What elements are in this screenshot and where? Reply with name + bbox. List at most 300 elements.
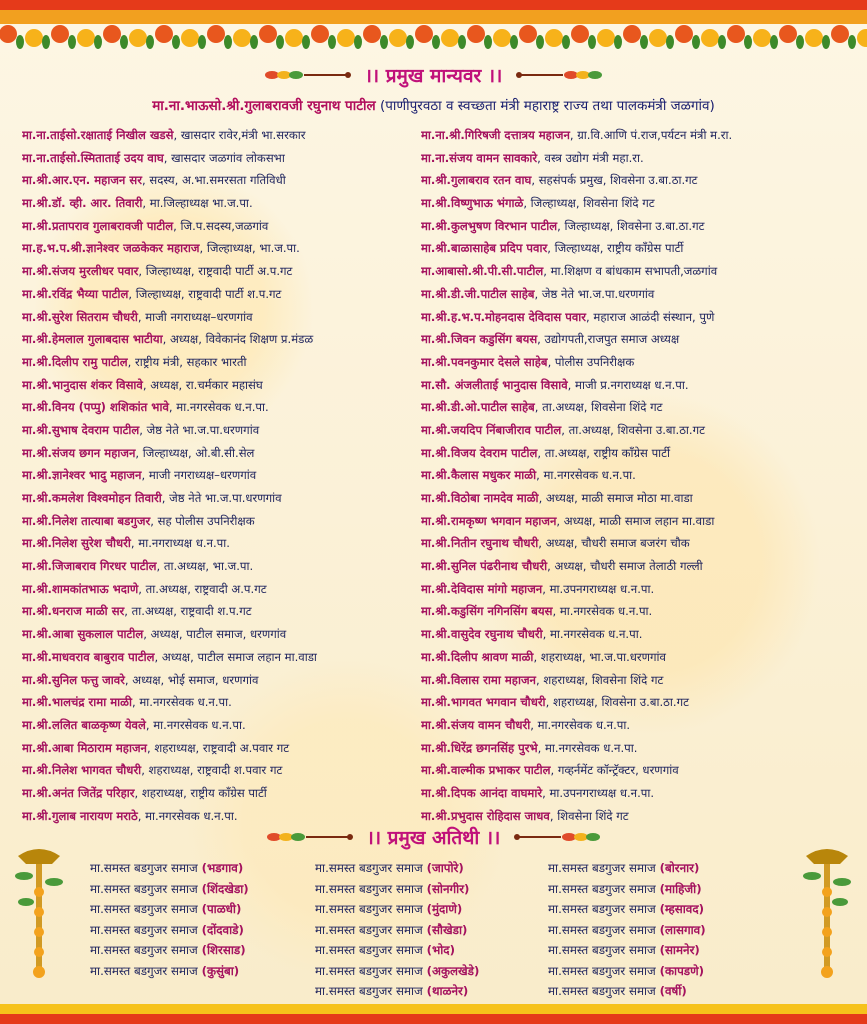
dignitary-designation: , मा.नगरसेवक ध.न.पा. (168, 400, 269, 415)
dignitary-row (22, 260, 442, 283)
dignitary-designation: , मा.नगराध्यक्ष ध.न.पा. (130, 536, 230, 551)
dignitary-designation: , ता.अध्यक्ष, शिवसेना उ.बा.ठा.गट (561, 422, 705, 437)
dignitary-name: मा.ह.भ.प.श्री.ज्ञानेश्वर जळकेकर महाराज (22, 241, 200, 256)
dignitary-row (421, 532, 841, 555)
leaf (770, 35, 778, 49)
dignitary-row (421, 487, 841, 510)
dignitary-name: मा.श्री.जयदिप निंबाजीराव पाटील (421, 422, 562, 437)
dignitary-designation: , माजी प्र.नगराध्यक्ष ध.न.पा. (567, 377, 689, 392)
dignitary-name: मा.श्री.अनंत जितेंद्र परिहार (22, 785, 135, 800)
marigold-flower (77, 29, 95, 47)
dignitary-designation: , अध्यक्ष, रा.चर्मकार महासंघ (142, 377, 263, 392)
dignitary-name: मा.श्री.सुरेश सितराम चौधरी (22, 309, 138, 324)
marigold-flower (25, 29, 43, 47)
leaf (224, 35, 232, 49)
marigold-flower (389, 29, 407, 47)
leaf (796, 35, 804, 49)
dignitary-name: मा.श्री.धिरेंद्र छगनसिंह पुरभे (421, 740, 538, 755)
marigold-flower (701, 29, 719, 47)
dignitary-row (22, 759, 442, 782)
leaf (666, 35, 674, 49)
dignitary-designation: , जेष्ठ नेते भा.ज.पा.धरणगांव (161, 491, 282, 505)
leaf (172, 35, 180, 49)
dignitary-designation: , मा.जिल्हाध्यक्ष भा.ज.पा. (142, 196, 253, 211)
dignitary-designation: , सहसंपर्क प्रमुख, शिवसेना उ.बा.ठा.गट (531, 173, 698, 188)
marigold-flower (519, 25, 537, 43)
guest-row (548, 899, 706, 920)
dignitary-name: मा.श्री.ह.भ.प.मोहनदास देविदास पवार (421, 309, 587, 324)
dignitary-name: मा.श्री.सुनिल फत्तु जावरे (22, 672, 125, 687)
guest-row (548, 981, 706, 1002)
guest-place: (शिरसाड) (201, 943, 246, 957)
leaf (94, 35, 102, 49)
leaf (588, 35, 596, 49)
dignitary-name: मा.श्री.विनय (पप्पु) शशिकांत भावे (22, 400, 169, 415)
dignitary-designation: , राष्ट्रीय मंत्री, सहकार भारती (127, 354, 247, 369)
dignitary-row (421, 328, 841, 351)
leaf (68, 35, 76, 49)
guest-place: (जापोरे) (426, 861, 464, 875)
dignitary-designation: , जिल्हाध्यक्ष, भा.ज.पा. (199, 241, 300, 256)
leaf (718, 35, 726, 49)
marigold-flower (857, 29, 867, 47)
dignitary-designation: , अध्यक्ष, माळी समाज मोठा मा.वाडा (538, 491, 693, 505)
guests-title: ।। प्रमुख अतिथी ।। (366, 827, 501, 849)
dignitary-name: मा.श्री.दिलीप रामु पाटील (22, 354, 128, 369)
dignitary-row (22, 737, 442, 760)
guest-place: (मुंदाणे) (426, 902, 463, 916)
dignitary-row (421, 237, 841, 260)
dignitary-name: मा.श्री.भालचंद्र रामा माळी (22, 695, 132, 710)
dignitaries-left-column (22, 124, 442, 827)
leaf (640, 35, 648, 49)
bottom-red-band (0, 1014, 867, 1024)
guest-row (315, 920, 479, 941)
dignitary-name: मा.ना.ताईसो.रक्षाताई निखील खडसे (22, 128, 174, 142)
dignitary-row (22, 646, 442, 669)
dignitary-row (421, 555, 841, 578)
guest-place: (कापडणे) (659, 963, 705, 978)
marigold-flower (129, 29, 147, 47)
dignitary-row (22, 555, 442, 578)
marigold-flower (103, 25, 121, 43)
dignitary-name: मा.श्री.विजय देवराम पाटील (421, 445, 538, 460)
leaf (42, 35, 50, 49)
guest-place: (भडगाव) (201, 861, 244, 875)
dignitary-row (421, 283, 841, 306)
dignitary-name: मा.ना.ताईसो.स्मिताताई उदय वाघ (22, 150, 164, 165)
guest-community: मा.समस्त बडगुजर समाज (90, 902, 198, 916)
dignitary-name: मा.श्री.निलेश भागवत चौधरी (22, 763, 142, 778)
dignitary-row (22, 600, 442, 623)
marigold-flower (753, 29, 771, 47)
dignitary-name: मा.श्री.दिलीप श्रावण माळी (421, 649, 534, 664)
guest-community: मा.समस्त बडगुजर समाज (90, 881, 198, 896)
dignitary-row (421, 169, 841, 192)
marigold-flower (571, 25, 589, 43)
dignitary-name: मा.श्री.प्रभुदास रोहिदास जाधव (421, 808, 550, 823)
dignitary-row (22, 532, 442, 555)
guest-row (548, 858, 706, 879)
marigold-flower (233, 29, 251, 47)
guest-community: मा.समस्त बडगुजर समाज (90, 922, 198, 937)
guest-community: मा.समस्त बडगुजर समाज (548, 984, 656, 998)
leaf (302, 35, 310, 49)
dignitary-row (421, 737, 841, 760)
dignitary-row (421, 510, 841, 533)
dignitary-name: मा.श्री.रामकृष्ण भगवान महाजन (421, 513, 557, 528)
dignitary-row (22, 714, 442, 737)
marigold-flower (415, 25, 433, 43)
dignitary-designation: , अध्यक्ष, पाटील समाज, धरणगांव (143, 627, 287, 642)
guest-row (315, 961, 479, 982)
dignitary-row (22, 124, 442, 147)
guest-place: (थाळनेर) (426, 984, 469, 998)
dignitary-designation: , मा.नगरसेवक ध.न.पा. (530, 717, 631, 732)
left-ornament-icon (262, 67, 352, 83)
dignitary-designation: , मा.नगरसेवक ध.न.पा. (145, 717, 246, 732)
leaf (822, 35, 830, 49)
marigold-flower (363, 25, 381, 43)
dignitary-row (22, 192, 442, 215)
dignitary-row (22, 169, 442, 192)
guest-community: मा.समस्त बडगुजर समाज (315, 902, 423, 916)
dignitary-row (421, 215, 841, 238)
dignitary-designation: , मा.नगरसेवक ध.न.पा. (537, 740, 638, 755)
guest-community: मा.समस्त बडगुजर समाज (548, 922, 656, 937)
leaf (510, 35, 518, 49)
guest-place: (बोरनार) (659, 861, 700, 875)
dignitary-designation: , ता.अध्यक्ष, राष्ट्रवादी श.प.गट (124, 604, 252, 619)
dignitary-designation: , अध्यक्ष, माळी समाज लहान मा.वाडा (556, 513, 715, 528)
dignitary-row (22, 487, 442, 510)
dignitary-name: मा.श्री.वाल्मीक प्रभाकर पाटील (421, 763, 551, 778)
marigold-flower (285, 29, 303, 47)
guest-place: (शिंदखेडा) (201, 881, 249, 896)
dignitary-name: मा.श्री.पवनकुमार देसले साहेब (421, 354, 548, 369)
dignitary-designation: , खासदार जळगांव लोकसभा (163, 150, 285, 165)
leaf (146, 35, 154, 49)
dignitary-name: मा.श्री.जिवन कडुसिंग बयस (421, 332, 538, 347)
dignitary-designation: , शहराध्यक्ष, शिवसेना उ.बा.ठा.गट (545, 695, 689, 710)
guest-community: मा.समस्त बडगुजर समाज (315, 943, 423, 957)
dignitary-designation: , मा.नगरसेवक ध.न.पा. (137, 808, 238, 823)
dignitary-row (22, 691, 442, 714)
leaf (250, 35, 258, 49)
dignitary-designation: , ता.अध्यक्ष, राष्ट्रवादी अ.प.गट (138, 581, 267, 596)
dignitary-designation: , ता.अध्यक्ष, शिवसेना शिंदे गट (534, 400, 663, 415)
leaf (328, 35, 336, 49)
marigold-flower (155, 25, 173, 43)
leaf (536, 35, 544, 49)
dignitary-name: मा.आबासो.श्री.पी.सी.पाटील (421, 264, 544, 279)
dignitary-designation: , जिल्हाध्यक्ष, ओ.बी.सी.सेल (135, 445, 255, 460)
dignitary-row (22, 328, 442, 351)
marigold-flower (727, 25, 745, 43)
leaf (276, 35, 284, 49)
guest-community: मा.समस्त बडगुजर समाज (315, 861, 423, 875)
guest-row (315, 858, 479, 879)
leaf (692, 35, 700, 49)
guest-row (548, 879, 706, 900)
marigold-flower (779, 25, 797, 43)
dignitary-designation: , अध्यक्ष, पाटील समाज लहान मा.वाडा (154, 649, 317, 664)
dignitary-designation: , मा.उपनगराध्यक्ष ध.न.पा. (542, 785, 655, 800)
guest-place: (सोनगीर) (426, 881, 470, 896)
dignitary-name: मा.श्री.ज्ञानेश्वर भादु महाजन (22, 468, 142, 483)
guest-place: (कुसुंबा) (201, 963, 240, 978)
dignitary-name: मा.श्री.डॉ. व्ही. आर. तिवारी (22, 196, 143, 211)
chief-guest-role: (पाणीपुरवठा व स्वच्छता मंत्री महाराष्ट्र राज्य तथा पालकमंत्री जळगांव) (379, 98, 715, 114)
guest-row (548, 940, 706, 961)
dignitary-designation: , जेष्ठ नेते भा.ज.पा.धरणगांव (534, 286, 655, 301)
guest-community: मा.समस्त बडगुजर समाज (90, 861, 198, 875)
dignitaries-heading (0, 62, 867, 88)
leaf (406, 35, 414, 49)
guest-community: मा.समस्त बडगुजर समाज (315, 922, 423, 937)
guest-row (315, 981, 479, 1002)
marigold-flower (493, 29, 511, 47)
marigold-flower (311, 25, 329, 43)
marigold-flower (649, 29, 667, 47)
chief-guest-name: मा.ना.भाऊसो.श्री.गुलाबरावजी रघुनाथ पाटील (152, 98, 376, 114)
leaf (432, 35, 440, 49)
guests-heading (0, 824, 867, 850)
guest-place: (माहिजी) (659, 881, 702, 896)
marigold-flower (597, 29, 615, 47)
dignitary-row (421, 759, 841, 782)
guest-place: (सामनेर) (659, 943, 700, 957)
dignitary-designation: , अध्यक्ष, विवेकानंद शिक्षण प्र.मंडळ (162, 332, 314, 347)
guest-row (90, 858, 249, 879)
guest-place: (लासगाव) (659, 922, 706, 937)
dignitary-designation: , जि.प.सदस्य,जळगांव (173, 218, 269, 233)
dignitary-row (22, 442, 442, 465)
dignitary-row (22, 578, 442, 601)
dignitary-designation: , जिल्हाध्यक्ष, राष्ट्रवादी पार्टी श.प.गट (128, 286, 282, 301)
dignitary-row (421, 646, 841, 669)
dignitary-row (22, 623, 442, 646)
dignitary-designation: , माजी नगराध्यक्ष–धरणगांव (137, 309, 253, 324)
dignitary-designation: , शिवसेना शिंदे गट (549, 808, 629, 823)
right-ornament-icon (513, 829, 603, 845)
dignitary-designation: , खासदार रावेर,मंत्री भा.सरकार (173, 128, 306, 142)
dignitary-designation: , मा.नगरसेवक ध.न.पा. (536, 468, 636, 483)
bottom-gold-strip (0, 1004, 867, 1014)
dignitary-name: मा.श्री.कैलास मधुकर माळी (421, 468, 537, 483)
dignitary-row (22, 374, 442, 397)
guest-row (90, 961, 249, 982)
dignitary-name: मा.श्री.डी.जी.पाटील साहेब (421, 286, 535, 301)
leaf (354, 35, 362, 49)
dignitary-row (421, 600, 841, 623)
dignitary-name: मा.श्री.विलास रामा महाजन (421, 672, 536, 687)
dignitary-row (22, 419, 442, 442)
dignitary-row (421, 442, 841, 465)
dignitary-row (421, 623, 841, 646)
marigold-flower (467, 25, 485, 43)
dignitary-name: मा.श्री.रविंद्र भैय्या पाटील (22, 286, 129, 301)
dignitary-name: मा.श्री.हेमलाल गुलाबदास भाटीया (22, 332, 163, 347)
dignitary-designation: , माजी नगराध्यक्ष–धरणगांव (141, 468, 257, 483)
guest-community: मा.समस्त बडगुजर समाज (548, 881, 656, 896)
dignitary-row (22, 669, 442, 692)
dignitary-name: मा.श्री.निलेश तात्याबा बडगुजर (22, 513, 151, 528)
leaf (458, 35, 466, 49)
dignitary-name: मा.श्री.संजय मुरलीधर पवार (22, 264, 139, 279)
dignitary-name: मा.श्री.आबा सुकलाल पाटील (22, 627, 144, 642)
dignitary-row (421, 192, 841, 215)
guest-community: मा.समस्त बडगुजर समाज (315, 984, 423, 998)
dignitary-name: मा.श्री.कमलेश विश्वमोहन तिवारी (22, 491, 162, 505)
dignitary-name: मा.श्री.विठोबा नामदेव माळी (421, 491, 539, 505)
dignitary-row (421, 669, 841, 692)
guest-row (90, 879, 249, 900)
dignitary-row (421, 464, 841, 487)
dignitary-designation: , सदस्य, अ.भा.समरसता गतिविधी (141, 173, 286, 188)
dignitary-row (421, 714, 841, 737)
guest-row (315, 899, 479, 920)
dignitary-row (421, 691, 841, 714)
leaf (16, 35, 24, 49)
marigold-flower (0, 25, 17, 43)
guest-place: (सौखेडा) (426, 922, 468, 937)
marigold-flower (51, 25, 69, 43)
dignitary-designation: , गव्हर्नमेंट कॉन्ट्रॅक्टर, धरणगांव (550, 763, 679, 778)
dignitary-designation: , महाराज आळंदी संस्थान, पुणे (586, 309, 715, 324)
dignitary-row (22, 510, 442, 533)
leaf (562, 35, 570, 49)
dignitary-name: मा.श्री.वासुदेव रघुनाथ चौधरी (421, 627, 543, 642)
chief-guest-line (0, 96, 867, 114)
dignitary-designation: , शहराध्यक्ष, राष्ट्रीय कॉंग्रेस पार्टी (134, 785, 267, 800)
guest-community: मा.समस्त बडगुजर समाज (548, 963, 656, 978)
dignitary-row (421, 396, 841, 419)
leaf (848, 35, 856, 49)
dignitary-designation: , अध्यक्ष, चौधरी समाज तेलाठी गल्ली (547, 559, 703, 574)
dignitary-name: मा.श्री.विष्णुभाऊ भंगाळे (421, 196, 524, 211)
dignitary-designation: , वस्त्र उद्योग मंत्री महा.रा. (537, 150, 644, 165)
dignitary-designation: , मा.नगरसेवक ध.न.पा. (132, 695, 232, 710)
dignitary-row (22, 464, 442, 487)
leaf (744, 35, 752, 49)
dignitary-name: मा.श्री.निलेश सुरेश चौधरी (22, 536, 131, 551)
dignitary-row (421, 782, 841, 805)
dignitary-designation: , अध्यक्ष, भोई समाज, धरणगांव (124, 672, 259, 687)
dignitary-name: मा.श्री.गुलाब नारायण मराठे (22, 808, 138, 823)
dignitary-name: मा.श्री.सुनिल पंढरीनाथ चौधरी (421, 559, 548, 574)
dignitary-designation: , जिल्हाध्यक्ष, राष्ट्रीय कॉंग्रेस पार्टी (547, 241, 684, 256)
dignitary-name: मा.श्री.देविदास मांगो महाजन (421, 581, 543, 596)
guest-place: (अकुलखेडे) (426, 963, 480, 978)
guest-community: मा.समस्त बडगुजर समाज (90, 943, 198, 957)
right-ornament-icon (515, 67, 605, 83)
dignitary-row (22, 306, 442, 329)
guest-row (548, 961, 706, 982)
guests-column-1 (90, 858, 249, 981)
dignitary-name: मा.श्री.धनराज माळी सर (22, 604, 125, 619)
dignitary-name: मा.श्री.भानुदास शंकर विसावे (22, 377, 143, 392)
dignitary-name: मा.श्री.कुलभुषण विरभान पाटील (421, 218, 558, 233)
dignitary-designation: , जिल्हाध्यक्ष, शिवसेना उ.बा.ठा.गट (557, 218, 705, 233)
dignitary-name: मा.सौ. अंजलीताई भानुदास विसावे (421, 377, 568, 392)
dignitary-row (22, 215, 442, 238)
marigold-flower (181, 29, 199, 47)
dignitary-name: मा.श्री.आर.एन. महाजन सर (22, 173, 142, 188)
dignitary-name: मा.श्री.भागवत भगवान चौधरी (421, 695, 546, 710)
guest-row (90, 940, 249, 961)
dignitary-name: मा.श्री.ललित बाळकृष्ण येवले (22, 717, 146, 732)
guest-place: (पाळधी) (201, 902, 242, 916)
dignitary-name: मा.श्री.दिपक आनंदा वाघमारे (421, 785, 543, 800)
hanging-lamp-icon (800, 842, 854, 982)
dignitary-name: मा.श्री.आबा मिठाराम महाजन (22, 740, 147, 755)
dignitary-name: मा.श्री.शामकांतभाऊ भदाणे (22, 581, 139, 596)
dignitary-row (22, 147, 442, 170)
guest-community: मा.समस्त बडगुजर समाज (315, 881, 423, 896)
leaf (120, 35, 128, 49)
dignitary-name: मा.श्री.नितीन रघुनाथ चौधरी (421, 536, 539, 551)
dignitary-designation: , मा.शिक्षण व बांधकाम सभापती,जळगांव (543, 264, 718, 279)
dignitary-designation: , उद्योगपती,राजपुत समाज अध्यक्ष (537, 332, 680, 347)
dignitary-row (22, 351, 442, 374)
dignitary-row (421, 374, 841, 397)
marigold-flower (259, 25, 277, 43)
dignitary-name: मा.श्री.गुलाबराव रतन वाघ (421, 173, 532, 188)
dignitaries-right-column (421, 124, 841, 827)
dignitary-designation: , शहराध्यक्ष, भा.ज.पा.धरणगांव (533, 649, 666, 664)
dignitary-designation: , सह पोलीस उपनिरीक्षक (150, 513, 255, 528)
guest-row (548, 920, 706, 941)
marigold-flower (337, 29, 355, 47)
dignitary-row (22, 396, 442, 419)
guest-place: (वर्षी) (659, 984, 687, 998)
dignitary-name: मा.श्री.जिजाबराव गिरधर पाटील (22, 559, 157, 574)
dignitary-name: मा.श्री.बाळासाहेब प्रदिप पवार (421, 241, 548, 256)
dignitary-row (22, 237, 442, 260)
dignitary-designation: , शहराध्यक्ष, राष्ट्रवादी अ.पवार गट (146, 740, 290, 755)
dignitary-designation: , अध्यक्ष, चौधरी समाज बजरंग चौक (538, 536, 690, 551)
dignitary-name: मा.श्री.प्रतापराव गुलाबरावजी पाटील (22, 218, 174, 233)
guest-community: मा.समस्त बडगुजर समाज (548, 943, 656, 957)
guest-row (315, 879, 479, 900)
guest-place: (म्हसावद) (659, 902, 705, 916)
dignitary-designation: , पोलीस उपनिरीक्षक (547, 354, 635, 369)
leaf (380, 35, 388, 49)
guests-column-3 (548, 858, 706, 1002)
dignitary-row (421, 351, 841, 374)
guest-community: मा.समस्त बडगुजर समाज (548, 902, 656, 916)
dignitary-name: मा.श्री.कडुसिंग नगिनसिंग बयस (421, 604, 553, 619)
dignitary-designation: , ग्रा.वि.आणि पं.राज,पर्यटन मंत्री म.रा. (569, 128, 733, 142)
marigold-flower (675, 25, 693, 43)
marigold-flower (441, 29, 459, 47)
dignitary-row (421, 306, 841, 329)
left-ornament-icon (264, 829, 354, 845)
marigold-flower (805, 29, 823, 47)
dignitary-designation: , मा.नगरसेवक ध.न.पा. (552, 604, 653, 619)
guest-row (90, 899, 249, 920)
dignitaries-title: ।। प्रमुख मान्यवर ।। (364, 65, 503, 87)
dignitary-row (421, 260, 841, 283)
dignitary-row (421, 124, 841, 147)
leaf (614, 35, 622, 49)
dignitary-row (421, 578, 841, 601)
dignitary-row (22, 782, 442, 805)
dignitary-name: मा.श्री.सुभाष देवराम पाटील (22, 422, 140, 437)
hanging-lamp-icon (12, 842, 66, 982)
dignitary-name: मा.ना.श्री.गिरिषजी दत्तात्रय महाजन (421, 128, 570, 142)
